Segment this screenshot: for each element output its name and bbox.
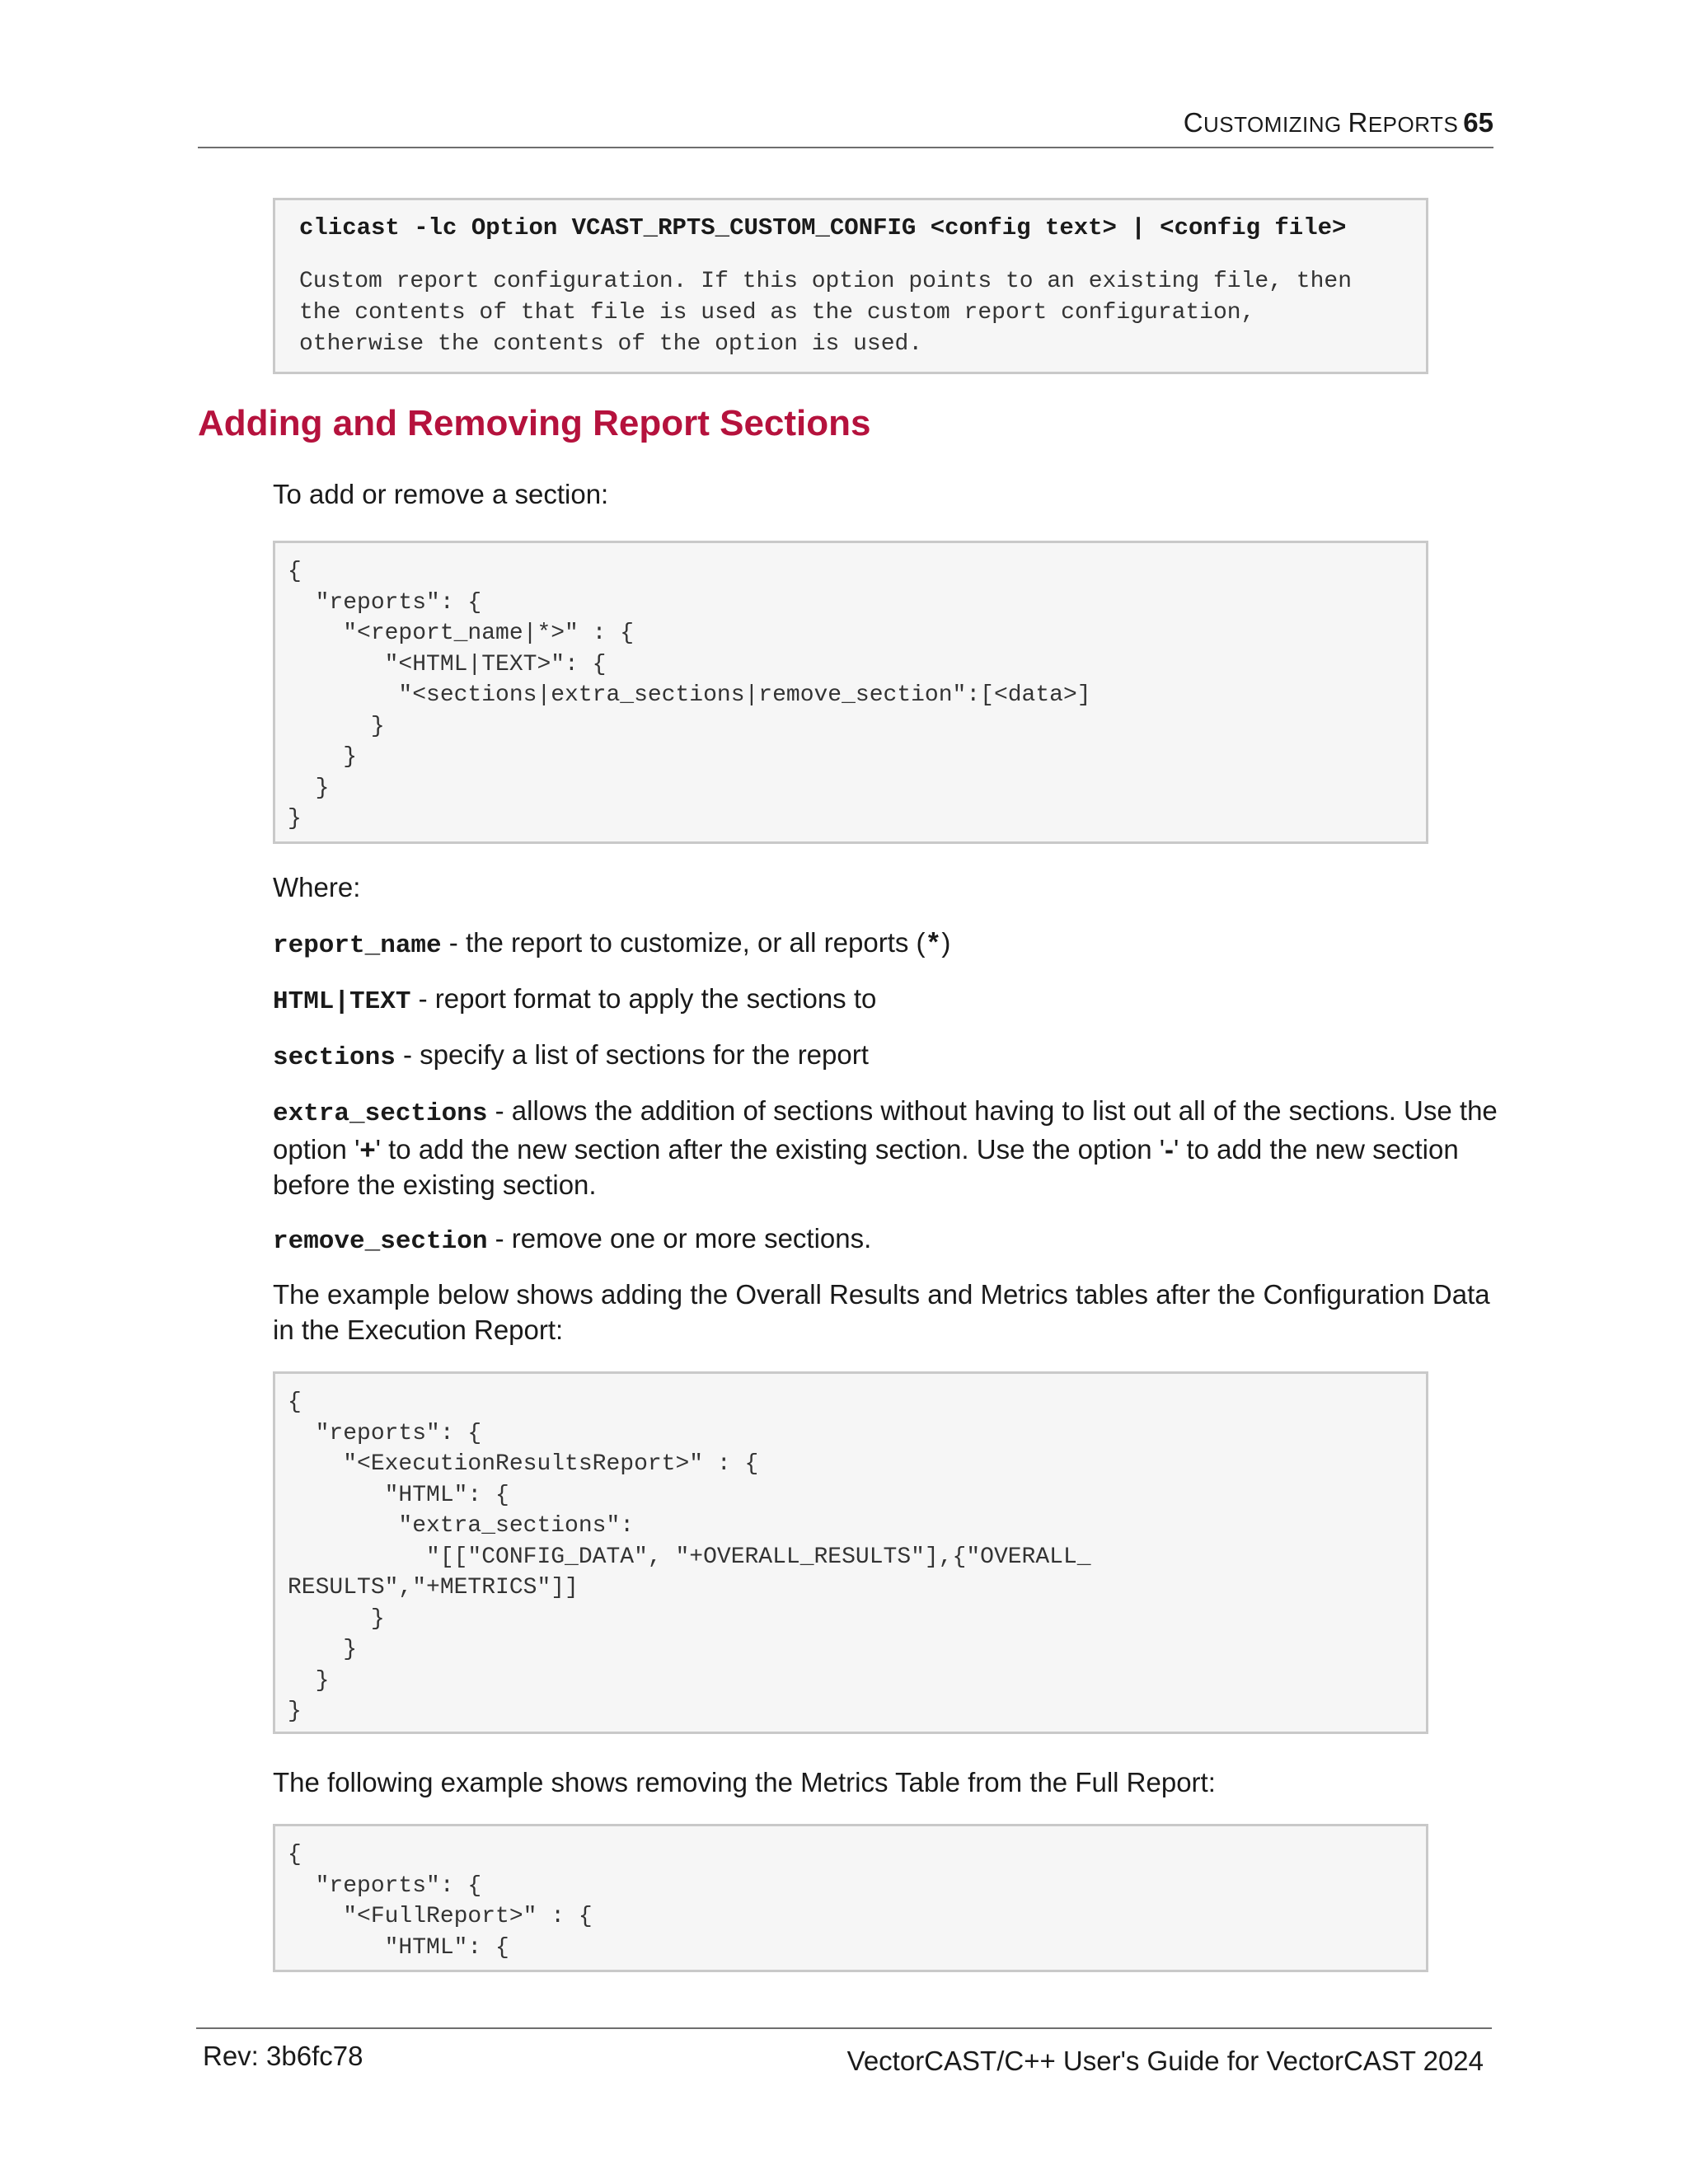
code-example-remove: { "reports": { "<FullReport>" : { "HTML": { [288, 1842, 593, 1961]
term-remove-section: remove_section [273, 1227, 488, 1256]
intro-text: To add or remove a section: [273, 479, 609, 509]
definition-html-text: HTML|TEXT - report format to apply the sections to [273, 983, 877, 1016]
footer-revision: Rev: 3b6fc78 [203, 2041, 363, 2071]
page-number: 65 [1463, 107, 1493, 138]
option-description: Custom report configuration. If this option points to an existing file, then the contents of that file is used as the custom report configuration, otherwise the contents of the option is used. [299, 269, 1353, 357]
code-block-syntax [273, 541, 1428, 844]
term-extra-sections: extra_sections [273, 1099, 488, 1128]
header-divider [198, 147, 1493, 148]
section-title: Adding and Removing Report Sections [198, 403, 871, 443]
example2-intro: The following example shows removing the Metrics Table from the Full Report: [273, 1767, 1216, 1797]
code-syntax: { "reports": { "<report_name|*>" : { "<HTML|TEXT>": { "<sections|extra_sections|remove_section":[<data>] } } } } [288, 559, 1091, 832]
term-html-text: HTML|TEXT [273, 987, 411, 1016]
definition-sections: sections - specify a list of sections for the report [273, 1039, 869, 1072]
code-block-example-remove [273, 1824, 1428, 1972]
where-label: Where: [273, 872, 361, 902]
definition-report-name: report_name - the report to customize, or all reports (*) [273, 927, 951, 960]
code-example-extra: { "reports": { "<ExecutionResultsReport>" : { "HTML": { "extra_sections": "[["CONFIG_DATA", "+OVERALL_RESULTS"],{"OVERALL_ RESULTS","+METRICS"]] } } } } [288, 1390, 1091, 1724]
definition-remove-section: remove_section - remove one or more sections. [273, 1223, 872, 1256]
term-report-name: report_name [273, 931, 442, 960]
header-title: CUSTOMIZING REPORTS [1183, 107, 1459, 138]
option-box [273, 198, 1428, 374]
code-block-example-extra [273, 1371, 1428, 1734]
example1-intro: The example below shows adding the Overall Results and Metrics tables after the Configuration Data in the Execution Report: [273, 1279, 1490, 1345]
footer-divider [196, 2027, 1492, 2029]
option-command: clicast -lc Option VCAST_RPTS_CUSTOM_CONFIG <config text> | <config file> [299, 214, 1347, 241]
term-sections: sections [273, 1043, 396, 1072]
running-header [198, 105, 1493, 142]
footer-guide-title: VectorCAST/C++ User's Guide for VectorCAST 2024 [846, 2046, 1484, 2076]
definition-extra-sections: extra_sections - allows the addition of sections without having to list out all of the sections. Use the option '+' to add the new section after the existing section. Use the option '-' to add the new section before the existing section. [273, 1095, 1498, 1200]
